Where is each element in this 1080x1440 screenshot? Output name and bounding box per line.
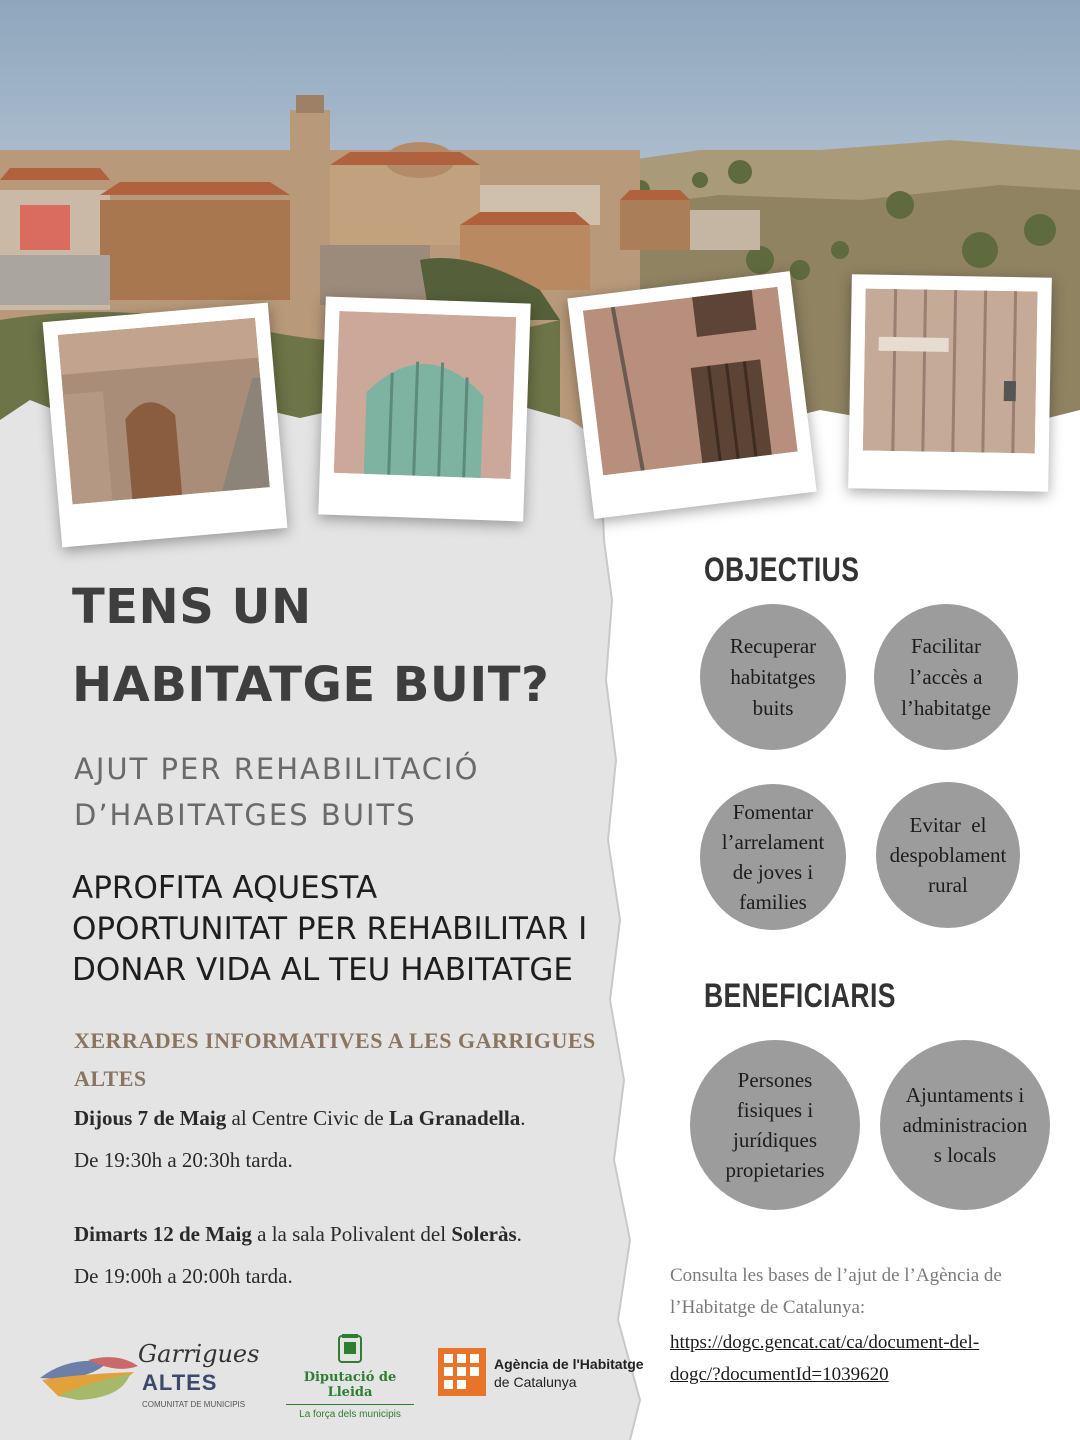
talk-2-place-suffix: . xyxy=(516,1222,522,1246)
cta-line-3: DONAR VIDA AL TEU HABITATGE xyxy=(72,952,573,988)
main-title-line-2: HABITATGE BUIT? xyxy=(72,657,550,713)
objective-circle-2 xyxy=(874,604,1018,750)
talk-1-day: Dijous 7 de Maig xyxy=(74,1106,227,1130)
objective-2-line-1: Facilitar xyxy=(911,633,981,658)
agencia-habitatge-logo xyxy=(438,1348,668,1398)
objective-4-line-2: despoblament xyxy=(889,843,1007,867)
objective-circle-4 xyxy=(876,782,1020,928)
beneficiary-1-line-2: fisiques i xyxy=(736,1098,814,1122)
objective-3-line-3: de joves i xyxy=(732,860,814,884)
cta-line-2: OPORTUNITAT PER REHABILITAR I xyxy=(72,911,588,947)
diputacio-tagline: La força dels municipis xyxy=(299,1409,401,1420)
agencia-grid-icon xyxy=(438,1348,486,1396)
objective-circle-3 xyxy=(700,784,846,930)
polaroid-photo-stone-street xyxy=(43,303,288,548)
main-title-line-1: TENS UN xyxy=(72,579,312,635)
objective-4-line-3: rural xyxy=(928,873,968,897)
talk-1-place-suffix: . xyxy=(520,1106,526,1130)
objective-1-line-3: buits xyxy=(752,695,794,720)
talks-heading-line-2: ALTES xyxy=(74,1066,147,1091)
garrigues-sub: COMUNITAT DE MUNICIPIS xyxy=(142,1400,246,1409)
talk-1-place-prefix: al Centre Civic de xyxy=(226,1106,389,1130)
beneficiary-2-line-1: Ajuntaments i xyxy=(905,1083,1025,1107)
talk-1-time: De 19:30h a 20:30h tarda. xyxy=(74,1148,293,1172)
dogc-link-line-1[interactable]: https://dogc.gencat.cat/ca/document-del- xyxy=(670,1332,980,1353)
beneficiary-1-line-1: Persones xyxy=(737,1068,813,1092)
talks-heading xyxy=(74,1022,634,1098)
objective-3-line-4: families xyxy=(739,890,807,914)
beneficiary-2-line-3: s locals xyxy=(933,1143,997,1167)
dogc-link-line-2[interactable]: dogc/?documentId=1039620 xyxy=(670,1364,889,1385)
talk-2-day: Dimarts 12 de Maig xyxy=(74,1222,252,1246)
leaves-icon xyxy=(38,1352,138,1402)
talks-heading-line-1: XERRADES INFORMATIVES A LES GARRIGUES xyxy=(74,1028,596,1053)
cta-line-1: APROFITA AQUESTA xyxy=(72,870,378,906)
polaroid-photo-brown-shutters xyxy=(567,271,816,519)
call-to-action xyxy=(72,868,632,991)
polaroid-photo-green-door xyxy=(318,296,530,521)
beneficiary-1-line-3: jurídiques xyxy=(733,1128,817,1152)
beneficiary-1-line-4: propietaries xyxy=(725,1158,825,1182)
subtitle-line-2: D’HABITATGES BUITS xyxy=(74,798,417,832)
objective-3-line-2: l’arrelament xyxy=(721,830,825,854)
objective-circle-1 xyxy=(700,604,846,750)
objective-1-line-2: habitatges xyxy=(730,664,816,689)
diputacio-lleida-logo xyxy=(280,1334,420,1420)
talk-2-place: Soleràs xyxy=(451,1222,517,1246)
garrigues-name: ALTES xyxy=(142,1370,218,1395)
objectius-heading: OBJECTIUS xyxy=(704,551,860,589)
beneficiary-2-line-2: administracion xyxy=(902,1113,1028,1137)
objective-3-line-1: Fomentar xyxy=(732,800,814,824)
talk-1 xyxy=(74,1097,614,1181)
beneficiary-circle-2 xyxy=(880,1040,1050,1210)
polaroid-photo-wooden-door xyxy=(848,274,1052,491)
talk-1-details xyxy=(74,1097,614,1139)
objective-4-line-1: Evitar el xyxy=(909,813,987,837)
diputacio-name: Diputació de Lleida xyxy=(303,1370,397,1400)
garrigues-script: Garrigues xyxy=(138,1340,260,1368)
talk-2-details xyxy=(74,1213,614,1255)
talk-2-place-prefix: a la sala Polivalent del xyxy=(251,1222,452,1246)
garrigues-altes-logo xyxy=(38,1338,260,1418)
crest-icon xyxy=(337,1334,363,1366)
talk-2 xyxy=(74,1213,614,1297)
agencia-line-1: Agència de l'Habitatge xyxy=(494,1356,644,1372)
objective-2-line-2: l’accès a xyxy=(909,664,983,689)
agencia-line-2: de Catalunya xyxy=(494,1374,577,1390)
subtitle xyxy=(74,746,594,838)
dogc-document-link[interactable] xyxy=(670,1327,1050,1391)
beneficiary-circle-1 xyxy=(690,1040,860,1210)
main-title xyxy=(72,568,632,724)
objective-1-line-1: Recuperar xyxy=(729,633,817,658)
consulta-line-1: Consulta les bases de l’ajut de l’Agència de xyxy=(670,1265,1002,1286)
beneficiaris-heading: BENEFICIARIS xyxy=(704,977,896,1015)
talk-1-place: La Granadella xyxy=(388,1106,521,1130)
consulta-line-2: l’Habitatge de Catalunya: xyxy=(670,1297,866,1318)
subtitle-line-1: AJUT PER REHABILITACIÓ xyxy=(74,752,480,786)
diputacio-divider xyxy=(286,1404,414,1405)
consulta-text xyxy=(670,1260,1050,1324)
objective-2-line-3: l’habitatge xyxy=(901,695,991,720)
talk-2-time: De 19:00h a 20:00h tarda. xyxy=(74,1264,293,1288)
